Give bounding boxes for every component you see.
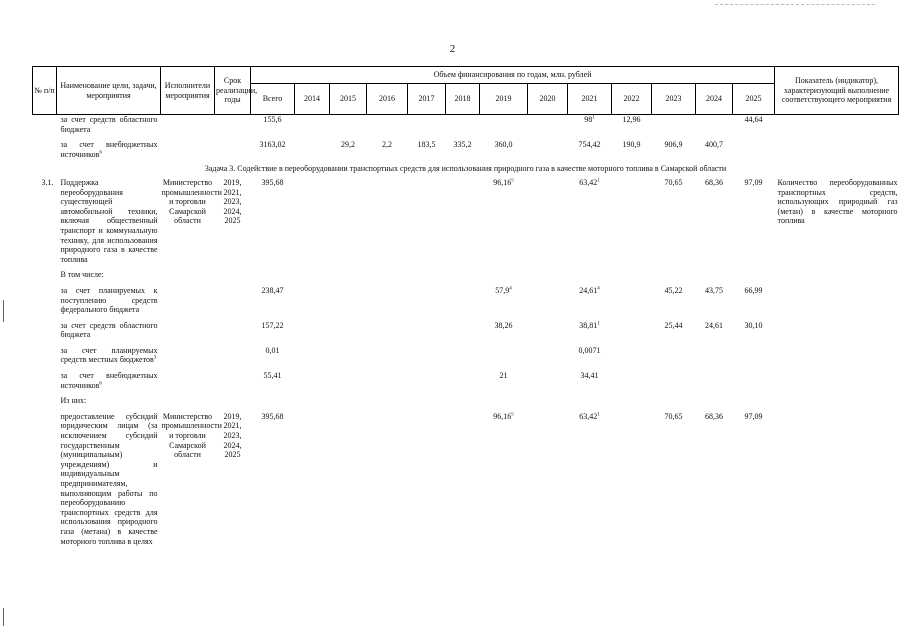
row-year-value: 38,26 — [494, 320, 513, 330]
row-year-value — [612, 406, 652, 546]
row-executor — [161, 340, 215, 365]
row-total: 55,41 — [263, 371, 282, 381]
row-year-value: 400,7 — [705, 140, 723, 150]
row-year-value — [367, 315, 408, 340]
scan-artifact — [715, 4, 875, 8]
row-executor — [161, 280, 215, 315]
row-year-value — [330, 280, 367, 315]
row-year-value — [295, 365, 330, 390]
row-term — [215, 280, 251, 315]
row-total: 3163,02 — [259, 140, 286, 150]
row-year-value — [446, 315, 480, 340]
row-year-value: 0,0071 — [578, 345, 601, 355]
row-indicator — [775, 115, 899, 135]
row-indicator — [775, 406, 899, 546]
row-number — [33, 115, 57, 135]
row-year-value — [295, 340, 330, 365]
scan-margin-mark — [3, 608, 4, 626]
row-total: 238,47 — [261, 285, 284, 295]
empty-cell — [251, 264, 899, 280]
header-year: 2025 — [733, 84, 775, 115]
row-name: за счет средств областного бюджета — [60, 320, 158, 340]
row-year-value — [446, 115, 480, 135]
row-year-value — [446, 406, 480, 546]
row-executor — [161, 315, 215, 340]
of-them-label — [33, 390, 899, 406]
row-year-value — [528, 365, 568, 390]
header-term: Срок реализации, годы — [215, 67, 251, 115]
row-year-value — [408, 178, 446, 264]
row-year-value — [528, 340, 568, 365]
row-total: 155,6 — [263, 115, 282, 124]
page-number: 2 — [449, 43, 456, 55]
header-year: 2015 — [330, 84, 367, 115]
row-total: 157,22 — [261, 320, 284, 330]
table-body — [33, 115, 899, 547]
row-year-value: 12,96 — [622, 115, 641, 124]
row-year-value: 754,42 — [578, 140, 601, 150]
source-row — [33, 134, 899, 159]
row-number — [33, 340, 57, 365]
row-year-value — [480, 115, 528, 135]
row-executor — [161, 115, 215, 135]
row-year-value — [295, 315, 330, 340]
row-name: Поддержка переоборудования существующей автомобильной техники, включая общественный транспорт и коммунальную технику, для использования природного газа в качестве топлива — [60, 177, 158, 264]
row-name: за счет планируемых к поступлению средств федерального бюджета — [60, 285, 158, 315]
row-term: 2019, 2021, 2023, 2024, 2025 — [223, 411, 242, 460]
row-year-value: 97,09 — [744, 177, 763, 187]
footnote-mark: 4 — [597, 286, 600, 292]
row-year-value: 34,41 — [580, 371, 599, 381]
row-year-value: 97,09 — [744, 411, 763, 421]
row-executor — [161, 365, 215, 390]
row-year-value — [652, 340, 696, 365]
row-name: предоставление субсидий юридическим лицам (за исключением субсидий государственным (муниципальным) учреждениям) и индивидуальным предпринимателям, выполняющим работы по переоборудованию транспортных средств для использования природного газа (метана) в качестве моторного топлива в целях — [60, 411, 158, 546]
row-year-value — [612, 178, 652, 264]
row-year-value — [733, 340, 775, 365]
row-year-value — [446, 178, 480, 264]
row-year-value: 29,2 — [341, 140, 355, 150]
row-number — [33, 280, 57, 315]
source-row — [33, 315, 899, 340]
scan-margin-mark — [3, 300, 4, 322]
row-year-value — [295, 115, 330, 135]
header-year: 2018 — [446, 84, 480, 115]
row-year-value — [528, 134, 568, 159]
row-year-value — [295, 280, 330, 315]
row-number — [33, 134, 57, 159]
row-year-value: $98^1$ — [584, 115, 595, 124]
footnote-mark: 5 — [511, 412, 514, 418]
row-year-value — [733, 365, 775, 390]
row-year-value: 68,36 — [705, 411, 723, 421]
header-indicator: Показатель (индикатор), характеризующий выполнение соответствующего мероприятия — [775, 67, 899, 115]
row-year-value: 96,16$^5$ — [493, 177, 514, 187]
header-year: 2022 — [612, 84, 652, 115]
header-year: 2017 — [408, 84, 446, 115]
row-year-value — [408, 406, 446, 546]
row-total: 0,01 — [265, 345, 280, 355]
row-year-value — [330, 365, 367, 390]
row-year-value — [612, 340, 652, 365]
row-year-value: 38,81$^1$ — [579, 320, 600, 330]
row-year-value: 45,22 — [664, 285, 683, 295]
row-year-value — [733, 134, 775, 159]
row-year-value: 70,65 — [664, 411, 683, 421]
source-row — [33, 340, 899, 365]
row-year-value: 183,5 — [417, 140, 436, 150]
row-year-value — [696, 340, 733, 365]
footnote-mark: 6 — [99, 381, 102, 386]
row-year-value — [612, 280, 652, 315]
row-executor: Министерство промышленности и торговли Самарской области — [161, 411, 222, 460]
row-indicator — [775, 340, 899, 365]
row-total: 395,68 — [261, 411, 284, 421]
sub-item-row — [33, 406, 899, 546]
of-them-label-text: Из них: — [60, 396, 87, 406]
row-term — [215, 340, 251, 365]
row-year-value: 21 — [499, 371, 508, 381]
row-year-value — [330, 315, 367, 340]
row-number — [33, 315, 57, 340]
header-year: 2024 — [696, 84, 733, 115]
row-year-value: 24,61 — [705, 320, 723, 330]
row-year-value — [446, 340, 480, 365]
row-year-value: 63,42$^1$ — [579, 177, 600, 187]
row-name: за счет средств областного бюджета — [60, 115, 158, 134]
row-executor — [161, 134, 215, 159]
source-row — [33, 115, 899, 135]
row-term — [215, 365, 251, 390]
header-year: 2023 — [652, 84, 696, 115]
header-executor: Исполнители мероприятия — [161, 67, 215, 115]
row-term — [215, 315, 251, 340]
row-year-value — [696, 115, 733, 135]
footnote-mark: 6 — [99, 150, 102, 156]
row-indicator — [775, 280, 899, 315]
header-year: 2014 — [295, 84, 330, 115]
source-row — [33, 280, 899, 315]
row-year-value — [330, 406, 367, 546]
row-year-value — [652, 365, 696, 390]
header-year: 2021 — [568, 84, 612, 115]
row-year-value — [612, 365, 652, 390]
row-year-value: 57,9$^4$ — [495, 285, 512, 295]
task-row — [33, 159, 899, 178]
empty-cell — [33, 390, 57, 406]
row-year-value — [408, 365, 446, 390]
footnote-mark: 4 — [509, 286, 512, 292]
header-year: 2016 — [367, 84, 408, 115]
task-title: Задача 3. Содействие в переоборудовании транспортных средств для использования природного газа в качестве моторного топлива в Самарской области — [204, 164, 727, 174]
table-header — [33, 67, 899, 115]
row-year-value — [295, 134, 330, 159]
row-year-value: 68,36 — [705, 177, 723, 187]
row-year-value — [295, 406, 330, 546]
row-name: за счет внебюджетных источников$^6$ — [60, 140, 158, 159]
row-year-value: 360,0 — [494, 140, 513, 150]
row-year-value — [408, 115, 446, 135]
row-term — [215, 115, 251, 135]
row-year-value — [528, 315, 568, 340]
row-year-value — [330, 115, 367, 135]
row-year-value — [330, 340, 367, 365]
footnote-mark: 1 — [597, 412, 600, 418]
row-year-value — [446, 365, 480, 390]
row-term: 2019, 2021, 2023, 2024, 2025 — [223, 177, 242, 226]
row-total: 395,68 — [261, 177, 284, 187]
row-year-value — [367, 115, 408, 135]
row-year-value — [528, 406, 568, 546]
row-year-value — [295, 178, 330, 264]
row-year-value: 30,10 — [744, 320, 763, 330]
row-year-value — [528, 280, 568, 315]
financing-table — [32, 66, 899, 546]
row-year-value: 63,42$^1$ — [579, 411, 600, 421]
row-indicator — [775, 365, 899, 390]
row-year-value: 43,75 — [705, 285, 723, 295]
row-term — [215, 134, 251, 159]
row-number — [33, 365, 57, 390]
empty-cell — [251, 390, 899, 406]
row-year-value — [367, 406, 408, 546]
row-year-value: 906,9 — [664, 140, 683, 150]
row-indicator: Количество переоборудованных транспортных средств, использующих природный газ (метан) в качестве моторного топлива — [777, 177, 898, 226]
header-no: № п/п — [33, 67, 57, 115]
source-row — [33, 365, 899, 390]
header-total: Всего — [251, 84, 295, 115]
row-year-value — [408, 315, 446, 340]
row-year-value — [367, 340, 408, 365]
footnote-mark: 1 — [597, 178, 600, 184]
row-executor: Министерство промышленности и торговли Самарской области — [161, 177, 222, 226]
in-total-label — [33, 264, 899, 280]
row-indicator — [775, 315, 899, 340]
header-year: 2019 — [480, 84, 528, 115]
footnote-mark: 1 — [597, 321, 600, 327]
row-year-value — [480, 340, 528, 365]
row-year-value — [367, 178, 408, 264]
header-financing: Объем финансирования по годам, млн. рублей — [251, 67, 775, 84]
row-number: 3.1. — [41, 177, 54, 187]
row-year-value — [696, 365, 733, 390]
row-year-value: 24,61$^4$ — [579, 285, 600, 295]
row-name: за счет внебюджетных источников$^6$ — [60, 371, 158, 390]
row-year-value — [367, 280, 408, 315]
in-total-label-text: В том числе: — [60, 270, 104, 280]
row-year-value: 70,65 — [664, 177, 683, 187]
row-year-value: 190,9 — [622, 140, 641, 150]
row-year-value: 96,16$^5$ — [493, 411, 514, 421]
row-year-value — [528, 115, 568, 135]
row-year-value: 44,64 — [744, 115, 763, 124]
row-year-value: 25,44 — [664, 320, 683, 330]
row-year-value: 2,2 — [382, 140, 392, 150]
row-name: за счет планируемых средств местных бюджетов$^3$ — [60, 345, 158, 365]
row-year-value: 335,2 — [453, 140, 472, 150]
footnote-mark: 1 — [592, 115, 595, 121]
row-year-value — [528, 178, 568, 264]
header-name: Наименование цели, задачи, мероприятия — [57, 67, 161, 115]
row-year-value: 66,99 — [744, 285, 763, 295]
row-indicator — [775, 134, 899, 159]
main-item-row — [33, 178, 899, 264]
header-year: 2020 — [528, 84, 568, 115]
row-year-value — [408, 340, 446, 365]
row-year-value — [446, 280, 480, 315]
empty-cell — [33, 264, 57, 280]
row-year-value — [367, 365, 408, 390]
row-year-value — [330, 178, 367, 264]
row-year-value — [612, 315, 652, 340]
row-year-value — [652, 115, 696, 135]
row-number — [33, 406, 57, 546]
footnote-mark: 5 — [511, 178, 514, 184]
footnote-mark: 3 — [153, 355, 157, 361]
row-year-value — [408, 280, 446, 315]
